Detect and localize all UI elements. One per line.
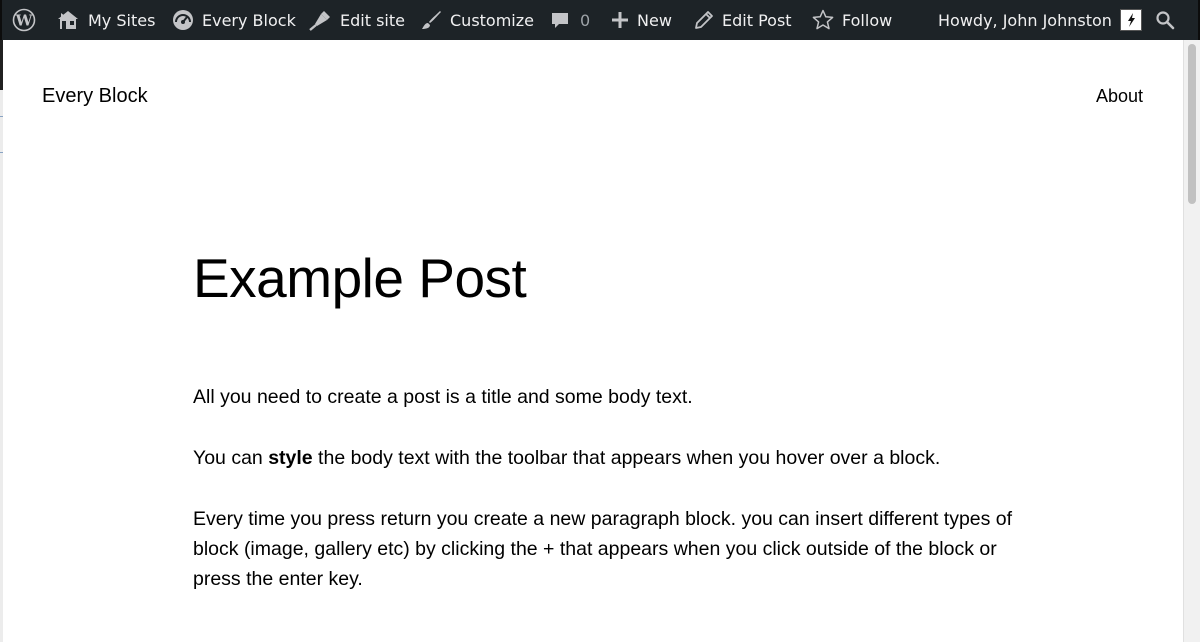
edit-site-label: Edit site	[340, 10, 405, 30]
my-account-menu[interactable]	[938, 0, 1142, 40]
star-icon	[812, 9, 834, 31]
follow-link[interactable]	[812, 0, 892, 40]
comment-icon	[550, 10, 570, 30]
bold-text: style	[268, 447, 313, 469]
page-content	[3, 40, 1183, 642]
new-label: New	[637, 10, 672, 30]
svg-text:W: W	[15, 11, 33, 30]
scrollbar-thumb[interactable]	[1188, 44, 1196, 204]
my-sites-menu[interactable]	[56, 0, 155, 40]
nav-item-about[interactable]: About	[1095, 86, 1143, 106]
site-name-label: Every Block	[202, 10, 296, 30]
site-title[interactable]: Every Block	[42, 85, 148, 107]
paragraph-block	[193, 443, 1013, 473]
howdy-label: Howdy, John Johnston	[938, 10, 1112, 30]
edit-post-label: Edit Post	[722, 10, 792, 30]
paragraph-block: All you need to create a post is a title and some body text.	[193, 386, 693, 408]
comments-count: 0	[580, 10, 591, 30]
site-name-menu[interactable]	[172, 0, 296, 40]
plus-icon	[611, 11, 629, 29]
paragraph-text: the body text with the toolbar that appears when you hover over a block.	[312, 447, 941, 469]
paragraph-text: You can	[193, 447, 269, 469]
paragraph-block: Every time you press return you create a new paragraph block. you can insert different types of block (image, gallery etc) by clicking the + that appears when you click outside of the block or press the enter key.	[193, 508, 1013, 590]
wordpress-menu[interactable]	[12, 0, 36, 40]
follow-label: Follow	[842, 10, 893, 30]
edit-site-link[interactable]	[308, 0, 405, 40]
edit-post-link[interactable]	[694, 0, 792, 40]
post-title: Example Post	[193, 247, 527, 309]
pencil-icon	[694, 10, 714, 30]
scrollbar[interactable]	[1183, 40, 1200, 642]
search-icon	[1155, 10, 1175, 30]
my-sites-label: My Sites	[88, 10, 156, 30]
post-body	[193, 382, 1013, 625]
edit-site-icon	[308, 9, 332, 31]
paintbrush-icon	[420, 9, 442, 31]
avatar-icon	[1124, 12, 1138, 28]
admin-bar	[0, 0, 1200, 40]
wordpress-logo-icon	[12, 8, 36, 32]
customize-link[interactable]	[420, 0, 534, 40]
dashboard-icon	[172, 9, 194, 31]
my-sites-icon	[56, 9, 80, 31]
customize-label: Customize	[450, 10, 534, 30]
new-content-menu[interactable]	[611, 0, 672, 40]
avatar[interactable]	[1120, 9, 1142, 31]
search-button[interactable]	[1155, 0, 1175, 40]
comments-link[interactable]	[550, 0, 590, 40]
